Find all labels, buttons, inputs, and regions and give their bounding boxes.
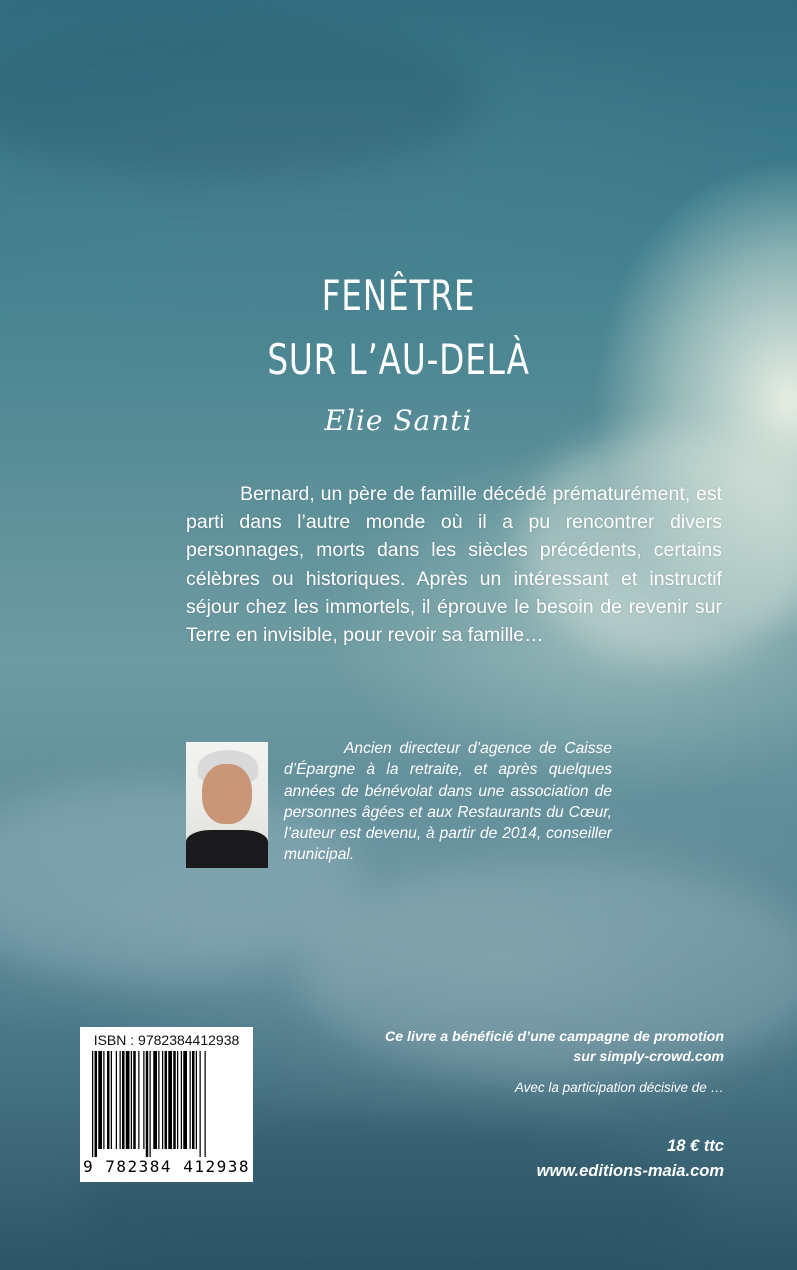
barcode-bar <box>192 1051 195 1149</box>
barcode-bar <box>173 1051 176 1149</box>
barcode-bar <box>143 1051 144 1149</box>
isbn-digits: 9 782384 412938 <box>83 1157 250 1176</box>
barcode-bar <box>138 1051 139 1149</box>
book-title-line1: FENÊTRE <box>321 271 476 320</box>
photo-body <box>186 830 268 868</box>
barcode-bar <box>98 1051 102 1149</box>
barcode-bar <box>205 1051 206 1157</box>
author-bio: Ancien directeur d’agence de Caisse d’Épargne à la retraite, et après quelques années de bénévolat dans une association de personnes âgées et aux Restaurants du Cœur, l’auteur est devenu, à partir de 2014, conseiller municipal. <box>284 740 612 864</box>
author-name: Elie Santi <box>324 404 473 437</box>
barcode-bar <box>107 1051 110 1149</box>
barcode-bar <box>133 1051 136 1149</box>
barcode-bar <box>158 1051 159 1149</box>
photo-face <box>202 764 252 824</box>
barcode-bar <box>177 1051 178 1149</box>
barcode-bar <box>95 1051 98 1157</box>
barcode-bar <box>126 1051 130 1149</box>
cloud-decoration <box>0 20 480 180</box>
barcode-bar <box>181 1051 182 1149</box>
barcode-bar <box>150 1051 151 1157</box>
barcode-bar <box>183 1051 187 1149</box>
barcode-bar <box>131 1051 132 1149</box>
isbn-label: ISBN : 9782384412938 <box>93 1032 240 1048</box>
barcode-bar <box>103 1051 104 1149</box>
barcode-bar <box>122 1051 125 1149</box>
promo-text <box>344 1027 724 1067</box>
isbn-barcode <box>80 1027 253 1182</box>
barcode-bar <box>190 1051 191 1149</box>
barcode-bar <box>168 1051 172 1149</box>
barcode-bar <box>146 1051 149 1157</box>
barcode-bar <box>200 1051 201 1157</box>
barcode-bar <box>111 1051 112 1149</box>
book-title-line2: SUR L’AU-DELÀ <box>267 335 530 384</box>
barcode-bars <box>90 1051 245 1157</box>
barcode-bar <box>165 1051 168 1149</box>
participation-text: Avec la participation décisive de … <box>514 1080 724 1095</box>
synopsis-text: Bernard, un père de famille décédé prématurément, est parti dans l’autre monde où il a pu rencontrer divers personnages, morts dans les siècles précédents, certains célèbres ou historiques. Après un intéressant et instructif séjour chez les immortels, il éprouve le besoin de revenir sur Terre en invisible, pour revoir sa famille… <box>186 483 722 647</box>
promo-line1: Ce livre a bénéficié d’une campagne de promotion <box>384 1029 724 1045</box>
barcode-bar <box>196 1051 197 1149</box>
promo-line2: sur simply-crowd.com <box>573 1049 724 1065</box>
price: 18 € ttc <box>667 1137 724 1155</box>
publisher-website: www.editions-maia.com <box>536 1162 724 1180</box>
barcode-bar <box>120 1051 121 1149</box>
barcode-bar <box>153 1051 157 1149</box>
barcode-bar <box>162 1051 163 1149</box>
author-photo <box>186 742 268 868</box>
barcode-bar <box>92 1051 93 1157</box>
barcode-bar <box>116 1051 117 1149</box>
